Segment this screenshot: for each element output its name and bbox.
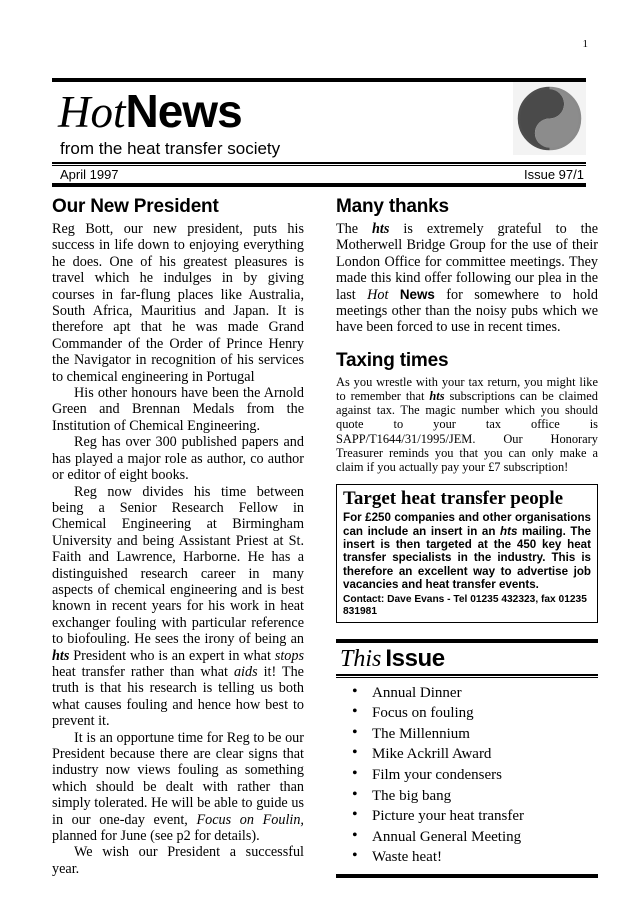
masthead-body — [52, 82, 586, 162]
article-paragraph: We wish our President a successful year. — [52, 844, 304, 877]
masthead-bottom-rule — [52, 183, 586, 187]
advert-contact: Contact: Dave Evans - Tel 01235 432323, fax 01235 831981 — [343, 593, 587, 617]
list-item-label: The big bang — [372, 787, 452, 804]
list-item[interactable] — [352, 724, 598, 745]
article-headline-taxing-times: Taxing times — [336, 349, 449, 371]
list-item[interactable] — [352, 703, 598, 724]
emphasis-run: hts — [52, 647, 70, 664]
list-item[interactable] — [352, 827, 598, 848]
list-item-label: Annual Dinner — [372, 684, 462, 701]
bullet-icon: • — [352, 682, 358, 700]
left-column — [52, 196, 304, 877]
bullet-icon: • — [352, 806, 358, 824]
bullet-icon: • — [352, 723, 358, 741]
emphasis-run: News — [399, 286, 435, 302]
list-item-label: The Millennium — [372, 725, 470, 742]
section-spacer — [336, 336, 598, 350]
article-body-president — [52, 221, 304, 877]
article-paragraph: It is an opportune time for Reg to be our President because there are clear signs that industry now views fouling as something which should be dealt with rather than simply tolerated. He will be able to guide us in our one-day event, Focus on Foulin, planned for June (see p2 for details). — [52, 729, 304, 845]
right-column — [336, 196, 598, 878]
this-issue-list — [336, 683, 598, 868]
masthead-title-news: News — [125, 85, 242, 137]
emphasis-run: hts — [372, 221, 390, 237]
bullet-icon: • — [352, 765, 358, 783]
list-item-label: Mike Ackrill Award — [372, 746, 492, 763]
article-headline-many-thanks: Many thanks — [336, 196, 449, 217]
bullet-icon: • — [352, 703, 358, 721]
emphasis-run: Focus on Foulin, — [196, 811, 304, 828]
list-item[interactable] — [352, 744, 598, 765]
advert-box — [336, 484, 598, 622]
page-number: 1 — [582, 38, 588, 50]
emphasis-run: stops — [274, 647, 304, 664]
list-item[interactable] — [352, 847, 598, 868]
bullet-icon: • — [352, 744, 358, 762]
article-body-taxing-times: As you wrestle with your tax return, you might like to remember that hts subscriptions can be claimed against tax. The magic number which you should quote to your tax office is SAPP/T1644/31/1995/JEM. Our Honorary Treasurer reminds you that you can only make a claim if you actually pay your £7 subscription! — [336, 374, 598, 475]
article-paragraph: Reg Bott, our new president, puts his success in life down to enjoying everything he does. One of his greatest pleasures is travel which he indulges in by giving courses in far-flung places like Australia, South Africa, Mauritius and Japan. It is therefore apt that he was made Grand Commander of the Order of Prince Henry the Navigator in recognition of his services to chemical engineering in Portugal — [52, 221, 304, 385]
this-issue-title-issue: Issue — [385, 644, 445, 672]
list-item[interactable] — [352, 806, 598, 827]
masthead — [52, 78, 586, 187]
article-paragraph: Reg now divides his time between being a Senior Research Fellow in Chemical Engineering at Birmingham University and being Assistant Priest at St. Faith and Lawrence, Harborne. He has a distinguished research career in many aspects of chemical engineering and is best known in recent years for his work in heat exchanger fouling with particular reference to biofouling. He sees the irony of being an hts President who is an expert in what stops heat transfer rather than what aids it! The truth is that his research is telling us both what causes fouling and hence how best to prevent it. — [52, 483, 304, 730]
masthead-title — [58, 84, 242, 138]
issue-date: April 1997 — [60, 167, 119, 182]
advert-title: Target heat transfer people — [343, 488, 564, 510]
masthead-subtitle: from the heat transfer society — [60, 139, 281, 158]
emphasis-run: Hot — [367, 286, 389, 303]
issue-number: Issue 97/1 — [524, 167, 584, 182]
list-item[interactable] — [352, 786, 598, 807]
article-paragraph: His other honours have been the Arnold Green and Brennan Medals from the Institution of Chemical Engineering. — [52, 385, 304, 434]
list-item-label: Picture your heat transfer — [372, 808, 525, 825]
list-item-label: Annual General Meeting — [372, 828, 522, 845]
list-item-label: Focus on fouling — [372, 705, 474, 722]
article-body-many-thanks: The hts is extremely grateful to the Motherwell Bridge Group for the use of their London Office for committee meetings. They made this kind offer following our plea in the last Hot News for somewhere to hold meetings other than the noisy pubs which we have been forced to use in recent times. — [336, 221, 598, 336]
this-issue-block — [336, 639, 598, 878]
bullet-icon: • — [352, 826, 358, 844]
this-issue-title — [336, 643, 598, 674]
issue-bar — [52, 166, 586, 183]
list-item-label: Film your condensers — [372, 767, 502, 784]
this-issue-bottom-rule — [336, 874, 598, 878]
list-item[interactable] — [352, 765, 598, 786]
hts-swirl-logo-icon — [513, 82, 586, 155]
bullet-icon: • — [352, 785, 358, 803]
emphasis-run: hts — [500, 524, 518, 538]
emphasis-run: hts — [429, 389, 445, 404]
emphasis-run: aids — [233, 663, 258, 680]
list-item[interactable] — [352, 683, 598, 704]
advert-body: For £250 companies and other organisations can include an insert in an hts mailing. The insert is then targeted at the 450 key heat transfer specialists in the industry. This is therefore an excellent way to advertise job vacancies and heat transfer events. — [343, 511, 591, 592]
masthead-title-hot: Hot — [58, 87, 126, 137]
article-headline-president: Our New President — [52, 196, 219, 217]
this-issue-heading-rule — [336, 674, 598, 678]
this-issue-title-this: This — [340, 645, 382, 672]
list-item-label: Waste heat! — [372, 849, 443, 866]
article-paragraph: Reg has over 300 published papers and has played a major role as author, co author or editor of eight books. — [52, 434, 304, 484]
bullet-icon: • — [352, 847, 358, 865]
